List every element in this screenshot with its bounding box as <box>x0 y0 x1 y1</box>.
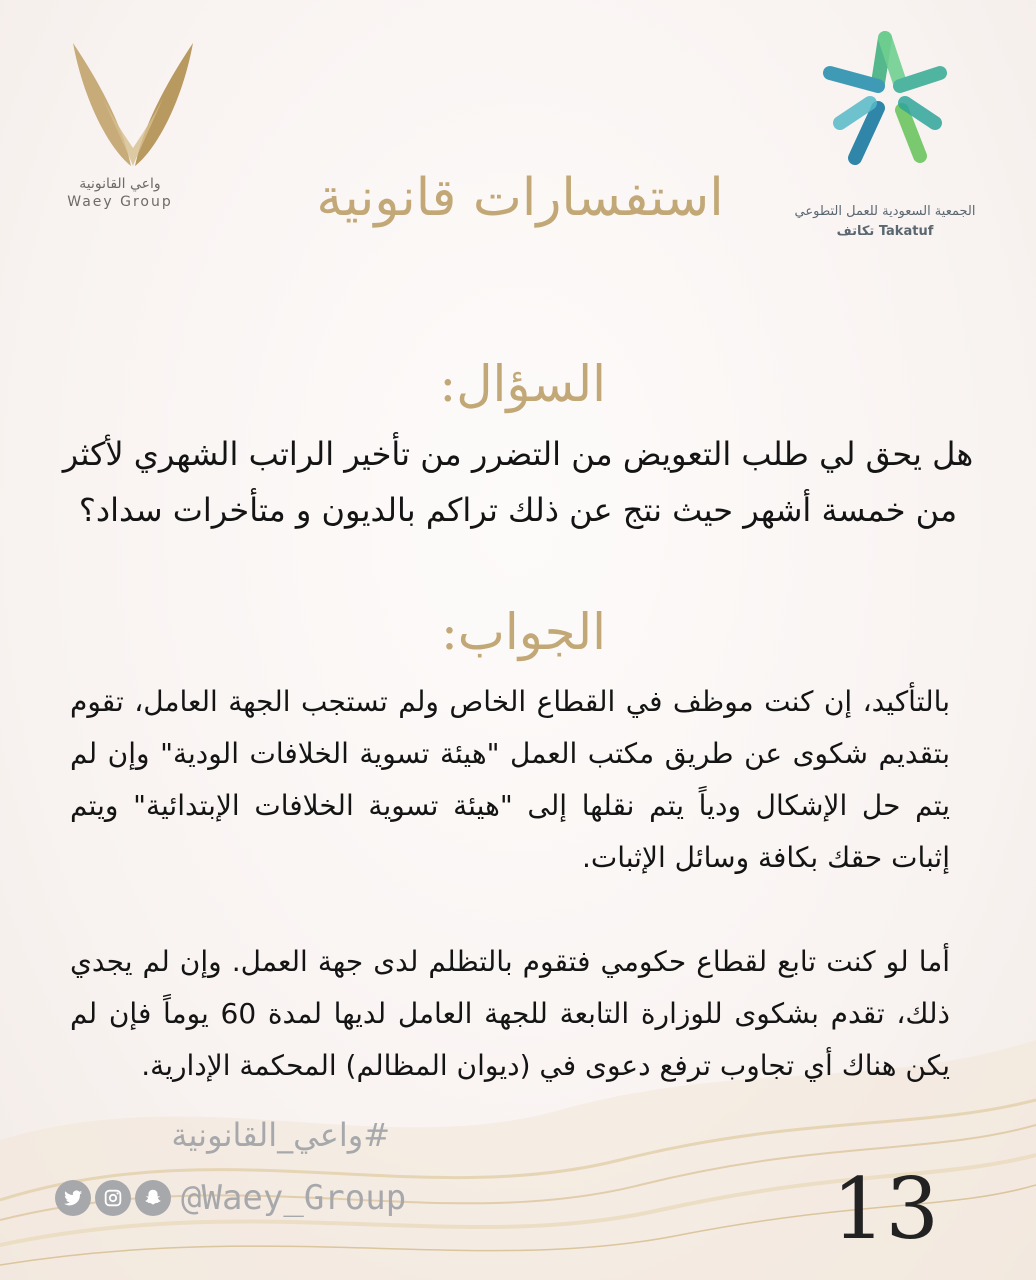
answer-paragraph-1: بالتأكيد، إن كنت موظف في القطاع الخاص ولم تستجب الجهة العامل، تقوم بتقديم شكوى عن طريق مكتب العمل "هيئة تسوية الخلافات الودية" وإن لم يتم حل الإشكال ودياً يتم نقلها إلى "هيئة تسوية الخلافات الإبتدائية" ويتم إثبات حقك بكافة وسائل الإثبات. <box>70 685 950 874</box>
takatuf-name-ar: الجمعية السعودية للعمل التطوعي <box>794 204 976 219</box>
social-bar <box>55 1176 406 1220</box>
waey-name-en: Waey Group <box>67 194 173 210</box>
question-heading: السؤال: <box>439 355 606 413</box>
page-number: 13 <box>832 1160 939 1258</box>
twitter-icon[interactable] <box>55 1180 91 1216</box>
snapchat-icon[interactable] <box>135 1180 171 1216</box>
answer-paragraph-2: أما لو كنت تابع لقطاع حكومي فتقوم بالتظلم لدى جهة العمل. وإن لم يجدي ذلك، تقدم بشكوى للوزارة التابعة للجهة العامل لديها لمدة 60 يوماً فإن لم يكن هناك أي تجاوب ترفع دعوى في (ديوان المظالم) المحكمة الإدارية. <box>70 945 950 1082</box>
takatuf-star-icon <box>810 28 960 173</box>
waey-logo <box>55 38 205 218</box>
waey-emblem-icon <box>63 38 203 173</box>
question-text: هل يحق لي طلب التعويض من التضرر من تأخير الراتب الشهري لأكثر من خمسة أشهر حيث نتج عن ذلك تراكم بالديون و متأخرات سداد؟ <box>62 435 974 529</box>
waey-name-ar: واعي القانونية <box>79 176 161 192</box>
hashtag: #واعي_القانونية <box>171 1116 390 1154</box>
takatuf-name-en: Takatuf تكاتف <box>836 224 934 239</box>
takatuf-logo <box>790 28 990 239</box>
page-title: استفسارات قانونية <box>316 168 724 228</box>
answer-heading: الجواب: <box>440 603 606 661</box>
answer-text <box>70 676 950 1092</box>
social-handle[interactable]: @Waey_Group <box>181 1178 407 1218</box>
instagram-icon[interactable] <box>95 1180 131 1216</box>
